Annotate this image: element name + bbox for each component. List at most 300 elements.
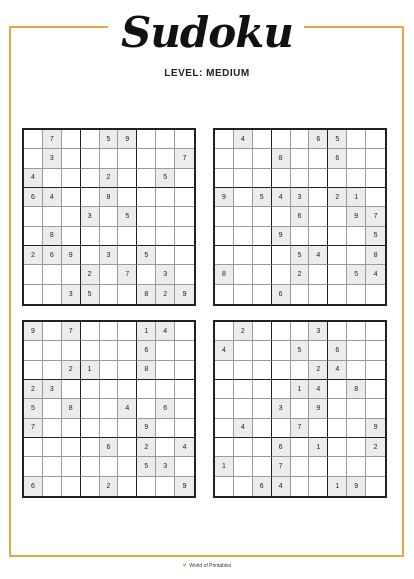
empty-cell[interactable] — [137, 188, 156, 207]
empty-cell[interactable] — [347, 341, 366, 360]
given-cell: 5 — [100, 130, 119, 149]
given-cell: 4 — [156, 322, 175, 341]
empty-cell[interactable] — [366, 130, 385, 149]
empty-cell[interactable] — [175, 246, 194, 265]
given-cell: 8 — [272, 149, 291, 168]
given-cell: 6 — [100, 438, 119, 457]
sudoku-grid-4 — [213, 320, 387, 498]
empty-cell[interactable] — [81, 130, 100, 149]
empty-cell[interactable] — [137, 399, 156, 418]
empty-cell[interactable] — [62, 188, 81, 207]
empty-cell[interactable] — [309, 169, 328, 188]
empty-cell[interactable] — [156, 149, 175, 168]
given-cell: 3 — [62, 285, 81, 304]
empty-cell[interactable] — [253, 169, 272, 188]
empty-cell[interactable] — [328, 322, 347, 341]
given-cell: 9 — [118, 130, 137, 149]
given-cell: 8 — [100, 188, 119, 207]
empty-cell[interactable] — [347, 130, 366, 149]
given-cell: 9 — [366, 419, 385, 438]
empty-cell[interactable] — [272, 207, 291, 226]
empty-cell[interactable] — [118, 188, 137, 207]
empty-cell[interactable] — [347, 227, 366, 246]
empty-cell[interactable] — [175, 265, 194, 284]
given-cell: 1 — [81, 361, 100, 380]
given-cell: 2 — [100, 477, 119, 496]
empty-cell[interactable] — [366, 188, 385, 207]
empty-cell[interactable] — [234, 457, 253, 476]
empty-cell[interactable] — [215, 361, 234, 380]
empty-cell[interactable] — [291, 399, 310, 418]
empty-cell[interactable] — [215, 380, 234, 399]
empty-cell[interactable] — [156, 477, 175, 496]
given-cell: 2 — [156, 285, 175, 304]
empty-cell[interactable] — [43, 419, 62, 438]
empty-cell[interactable] — [291, 322, 310, 341]
empty-cell[interactable] — [137, 227, 156, 246]
empty-cell[interactable] — [175, 227, 194, 246]
empty-cell[interactable] — [328, 457, 347, 476]
empty-cell[interactable] — [62, 227, 81, 246]
empty-cell[interactable] — [175, 380, 194, 399]
empty-cell[interactable] — [291, 457, 310, 476]
empty-cell[interactable] — [272, 419, 291, 438]
given-cell: 5 — [118, 207, 137, 226]
empty-cell[interactable] — [156, 207, 175, 226]
empty-cell[interactable] — [215, 207, 234, 226]
given-cell: 4 — [234, 130, 253, 149]
empty-cell[interactable] — [328, 380, 347, 399]
empty-cell[interactable] — [366, 380, 385, 399]
empty-cell[interactable] — [175, 419, 194, 438]
given-cell: 8 — [215, 265, 234, 284]
empty-cell[interactable] — [215, 419, 234, 438]
empty-cell[interactable] — [81, 477, 100, 496]
empty-cell[interactable] — [24, 285, 43, 304]
empty-cell[interactable] — [234, 246, 253, 265]
empty-cell[interactable] — [118, 149, 137, 168]
empty-cell[interactable] — [81, 246, 100, 265]
empty-cell[interactable] — [253, 207, 272, 226]
empty-cell[interactable] — [366, 322, 385, 341]
empty-cell[interactable] — [62, 169, 81, 188]
given-cell: 9 — [347, 477, 366, 496]
empty-cell[interactable] — [234, 227, 253, 246]
empty-cell[interactable] — [215, 130, 234, 149]
given-cell: 7 — [366, 207, 385, 226]
empty-cell[interactable] — [100, 265, 119, 284]
given-cell: 4 — [118, 399, 137, 418]
empty-cell[interactable] — [24, 438, 43, 457]
empty-cell[interactable] — [156, 130, 175, 149]
empty-cell[interactable] — [272, 169, 291, 188]
empty-cell[interactable] — [215, 477, 234, 496]
empty-cell[interactable] — [347, 399, 366, 418]
empty-cell[interactable] — [81, 322, 100, 341]
empty-cell[interactable] — [272, 361, 291, 380]
empty-cell[interactable] — [253, 361, 272, 380]
empty-cell[interactable] — [175, 457, 194, 476]
given-cell: 2 — [366, 438, 385, 457]
empty-cell[interactable] — [62, 457, 81, 476]
empty-cell[interactable] — [81, 438, 100, 457]
empty-cell[interactable] — [24, 361, 43, 380]
empty-cell[interactable] — [24, 227, 43, 246]
empty-cell[interactable] — [291, 361, 310, 380]
empty-cell[interactable] — [137, 207, 156, 226]
empty-cell[interactable] — [156, 361, 175, 380]
given-cell: 5 — [137, 457, 156, 476]
empty-cell[interactable] — [253, 130, 272, 149]
empty-cell[interactable] — [215, 227, 234, 246]
empty-cell[interactable] — [309, 457, 328, 476]
given-cell: 4 — [272, 188, 291, 207]
empty-cell[interactable] — [118, 246, 137, 265]
empty-cell[interactable] — [366, 169, 385, 188]
empty-cell[interactable] — [62, 341, 81, 360]
empty-cell[interactable] — [234, 477, 253, 496]
given-cell: 3 — [81, 207, 100, 226]
empty-cell[interactable] — [175, 361, 194, 380]
empty-cell[interactable] — [328, 438, 347, 457]
empty-cell[interactable] — [328, 285, 347, 304]
empty-cell[interactable] — [253, 246, 272, 265]
empty-cell[interactable] — [291, 285, 310, 304]
empty-cell[interactable] — [215, 322, 234, 341]
footer-credit — [130, 563, 284, 569]
empty-cell[interactable] — [366, 149, 385, 168]
empty-cell[interactable] — [100, 149, 119, 168]
empty-cell[interactable] — [253, 341, 272, 360]
given-cell: 9 — [309, 399, 328, 418]
empty-cell[interactable] — [175, 322, 194, 341]
given-cell: 5 — [137, 246, 156, 265]
empty-cell[interactable] — [253, 399, 272, 418]
given-cell: 2 — [309, 361, 328, 380]
empty-cell[interactable] — [253, 380, 272, 399]
given-cell: 2 — [62, 361, 81, 380]
given-cell: 9 — [347, 207, 366, 226]
given-cell: 6 — [309, 130, 328, 149]
empty-cell[interactable] — [291, 130, 310, 149]
empty-cell[interactable] — [272, 341, 291, 360]
empty-cell[interactable] — [215, 149, 234, 168]
empty-cell[interactable] — [156, 438, 175, 457]
empty-cell[interactable] — [118, 169, 137, 188]
empty-cell[interactable] — [118, 477, 137, 496]
empty-cell[interactable] — [118, 322, 137, 341]
empty-cell[interactable] — [234, 438, 253, 457]
empty-cell[interactable] — [24, 341, 43, 360]
empty-cell[interactable] — [291, 149, 310, 168]
given-cell: 3 — [309, 322, 328, 341]
given-cell: 2 — [24, 246, 43, 265]
empty-cell[interactable] — [234, 207, 253, 226]
empty-cell[interactable] — [156, 419, 175, 438]
empty-cell[interactable] — [366, 457, 385, 476]
given-cell: 7 — [291, 419, 310, 438]
given-cell: 3 — [43, 380, 62, 399]
empty-cell[interactable] — [137, 169, 156, 188]
empty-cell[interactable] — [215, 169, 234, 188]
empty-cell[interactable] — [118, 419, 137, 438]
empty-cell[interactable] — [272, 265, 291, 284]
given-cell: 6 — [272, 438, 291, 457]
empty-cell[interactable] — [366, 399, 385, 418]
empty-cell[interactable] — [272, 246, 291, 265]
given-cell: 3 — [156, 457, 175, 476]
empty-cell[interactable] — [347, 246, 366, 265]
empty-cell[interactable] — [272, 380, 291, 399]
empty-cell[interactable] — [62, 380, 81, 399]
empty-cell[interactable] — [234, 380, 253, 399]
empty-cell[interactable] — [347, 285, 366, 304]
empty-cell[interactable] — [291, 477, 310, 496]
empty-cell[interactable] — [253, 322, 272, 341]
empty-cell[interactable] — [234, 265, 253, 284]
empty-cell[interactable] — [309, 285, 328, 304]
empty-cell[interactable] — [43, 438, 62, 457]
empty-cell[interactable] — [309, 419, 328, 438]
given-cell: 8 — [137, 361, 156, 380]
empty-cell[interactable] — [175, 188, 194, 207]
empty-cell[interactable] — [43, 477, 62, 496]
empty-cell[interactable] — [62, 438, 81, 457]
empty-cell[interactable] — [24, 457, 43, 476]
sudoku-grid-1 — [22, 128, 196, 306]
empty-cell[interactable] — [62, 149, 81, 168]
empty-cell[interactable] — [81, 457, 100, 476]
given-cell: 3 — [100, 246, 119, 265]
empty-cell[interactable] — [328, 399, 347, 418]
given-cell: 8 — [62, 399, 81, 418]
empty-cell[interactable] — [137, 265, 156, 284]
empty-cell[interactable] — [175, 169, 194, 188]
given-cell: 4 — [24, 169, 43, 188]
empty-cell[interactable] — [156, 380, 175, 399]
empty-cell[interactable] — [347, 322, 366, 341]
empty-cell[interactable] — [309, 477, 328, 496]
empty-cell[interactable] — [234, 169, 253, 188]
empty-cell[interactable] — [43, 457, 62, 476]
empty-cell[interactable] — [253, 419, 272, 438]
empty-cell[interactable] — [118, 285, 137, 304]
empty-cell[interactable] — [62, 419, 81, 438]
empty-cell[interactable] — [100, 341, 119, 360]
empty-cell[interactable] — [272, 130, 291, 149]
given-cell: 4 — [272, 477, 291, 496]
empty-cell[interactable] — [234, 149, 253, 168]
given-cell: 7 — [43, 130, 62, 149]
empty-cell[interactable] — [366, 477, 385, 496]
empty-cell[interactable] — [347, 438, 366, 457]
empty-cell[interactable] — [328, 419, 347, 438]
empty-cell[interactable] — [81, 149, 100, 168]
empty-cell[interactable] — [62, 265, 81, 284]
empty-cell[interactable] — [24, 130, 43, 149]
empty-cell[interactable] — [347, 149, 366, 168]
page-title: Sudoku — [121, 8, 293, 57]
empty-cell[interactable] — [100, 457, 119, 476]
empty-cell[interactable] — [62, 207, 81, 226]
empty-cell[interactable] — [253, 285, 272, 304]
empty-cell[interactable] — [62, 477, 81, 496]
given-cell: 5 — [156, 169, 175, 188]
given-cell: 6 — [137, 341, 156, 360]
empty-cell[interactable] — [62, 130, 81, 149]
empty-cell[interactable] — [234, 361, 253, 380]
empty-cell[interactable] — [118, 457, 137, 476]
empty-cell[interactable] — [156, 246, 175, 265]
empty-cell[interactable] — [347, 169, 366, 188]
empty-cell[interactable] — [328, 265, 347, 284]
empty-cell[interactable] — [253, 149, 272, 168]
empty-cell[interactable] — [366, 285, 385, 304]
empty-cell[interactable] — [175, 399, 194, 418]
given-cell: 4 — [43, 188, 62, 207]
empty-cell[interactable] — [234, 188, 253, 207]
empty-cell[interactable] — [291, 169, 310, 188]
empty-cell[interactable] — [100, 285, 119, 304]
empty-cell[interactable] — [309, 188, 328, 207]
empty-cell[interactable] — [347, 361, 366, 380]
empty-cell[interactable] — [328, 169, 347, 188]
heart-icon: ♥ — [182, 563, 187, 569]
footer-text: World of Printables — [189, 563, 232, 569]
empty-cell[interactable] — [43, 169, 62, 188]
empty-cell[interactable] — [175, 341, 194, 360]
empty-cell[interactable] — [100, 227, 119, 246]
given-cell: 2 — [291, 265, 310, 284]
empty-cell[interactable] — [81, 169, 100, 188]
empty-cell[interactable] — [100, 399, 119, 418]
given-cell: 6 — [328, 341, 347, 360]
empty-cell[interactable] — [156, 188, 175, 207]
empty-cell[interactable] — [291, 227, 310, 246]
empty-cell[interactable] — [24, 207, 43, 226]
given-cell: 5 — [291, 341, 310, 360]
empty-cell[interactable] — [81, 419, 100, 438]
empty-cell[interactable] — [328, 207, 347, 226]
sudoku-grid-2 — [213, 128, 387, 306]
empty-cell[interactable] — [118, 227, 137, 246]
difficulty-level: LEVEL: MEDIUM — [164, 68, 250, 79]
empty-cell[interactable] — [137, 149, 156, 168]
empty-cell[interactable] — [43, 322, 62, 341]
empty-cell[interactable] — [234, 285, 253, 304]
empty-cell[interactable] — [118, 361, 137, 380]
empty-cell[interactable] — [291, 438, 310, 457]
empty-cell[interactable] — [328, 246, 347, 265]
empty-cell[interactable] — [253, 265, 272, 284]
empty-cell[interactable] — [253, 457, 272, 476]
empty-cell[interactable] — [366, 341, 385, 360]
given-cell: 9 — [175, 477, 194, 496]
given-cell: 6 — [24, 477, 43, 496]
empty-cell[interactable] — [81, 380, 100, 399]
empty-cell[interactable] — [309, 149, 328, 168]
empty-cell[interactable] — [253, 227, 272, 246]
empty-cell[interactable] — [43, 207, 62, 226]
empty-cell[interactable] — [118, 438, 137, 457]
empty-cell[interactable] — [175, 207, 194, 226]
given-cell: 2 — [81, 265, 100, 284]
empty-cell[interactable] — [100, 322, 119, 341]
empty-cell[interactable] — [118, 341, 137, 360]
empty-cell[interactable] — [253, 438, 272, 457]
empty-cell[interactable] — [100, 361, 119, 380]
given-cell: 5 — [291, 246, 310, 265]
given-cell: 3 — [272, 399, 291, 418]
empty-cell[interactable] — [156, 227, 175, 246]
empty-cell[interactable] — [234, 399, 253, 418]
empty-cell[interactable] — [215, 399, 234, 418]
given-cell: 6 — [272, 285, 291, 304]
empty-cell[interactable] — [100, 380, 119, 399]
empty-cell[interactable] — [118, 380, 137, 399]
empty-cell[interactable] — [309, 341, 328, 360]
empty-cell[interactable] — [215, 285, 234, 304]
empty-cell[interactable] — [43, 341, 62, 360]
empty-cell[interactable] — [24, 265, 43, 284]
given-cell: 4 — [215, 341, 234, 360]
empty-cell[interactable] — [81, 227, 100, 246]
empty-cell[interactable] — [43, 399, 62, 418]
empty-cell[interactable] — [347, 419, 366, 438]
empty-cell[interactable] — [309, 207, 328, 226]
given-cell: 4 — [175, 438, 194, 457]
empty-cell[interactable] — [272, 322, 291, 341]
empty-cell[interactable] — [100, 419, 119, 438]
given-cell: 5 — [347, 265, 366, 284]
given-cell: 8 — [137, 285, 156, 304]
given-cell: 8 — [43, 227, 62, 246]
given-cell: 9 — [175, 285, 194, 304]
given-cell: 1 — [347, 188, 366, 207]
empty-cell[interactable] — [328, 227, 347, 246]
empty-cell[interactable] — [215, 438, 234, 457]
empty-cell[interactable] — [81, 399, 100, 418]
empty-cell[interactable] — [81, 341, 100, 360]
empty-cell[interactable] — [156, 341, 175, 360]
empty-cell[interactable] — [81, 188, 100, 207]
empty-cell[interactable] — [137, 380, 156, 399]
empty-cell[interactable] — [215, 246, 234, 265]
given-cell: 7 — [118, 265, 137, 284]
given-cell: 7 — [62, 322, 81, 341]
empty-cell[interactable] — [309, 265, 328, 284]
given-cell: 9 — [137, 419, 156, 438]
empty-cell[interactable] — [347, 457, 366, 476]
given-cell: 3 — [291, 188, 310, 207]
empty-cell[interactable] — [175, 130, 194, 149]
empty-cell[interactable] — [137, 477, 156, 496]
given-cell: 2 — [24, 380, 43, 399]
empty-cell[interactable] — [234, 341, 253, 360]
given-cell: 9 — [24, 322, 43, 341]
empty-cell[interactable] — [366, 361, 385, 380]
empty-cell[interactable] — [43, 265, 62, 284]
empty-cell[interactable] — [43, 285, 62, 304]
empty-cell[interactable] — [100, 207, 119, 226]
empty-cell[interactable] — [24, 149, 43, 168]
empty-cell[interactable] — [137, 130, 156, 149]
given-cell: 9 — [62, 246, 81, 265]
empty-cell[interactable] — [43, 361, 62, 380]
given-cell: 6 — [253, 477, 272, 496]
empty-cell[interactable] — [309, 227, 328, 246]
given-cell: 6 — [24, 188, 43, 207]
